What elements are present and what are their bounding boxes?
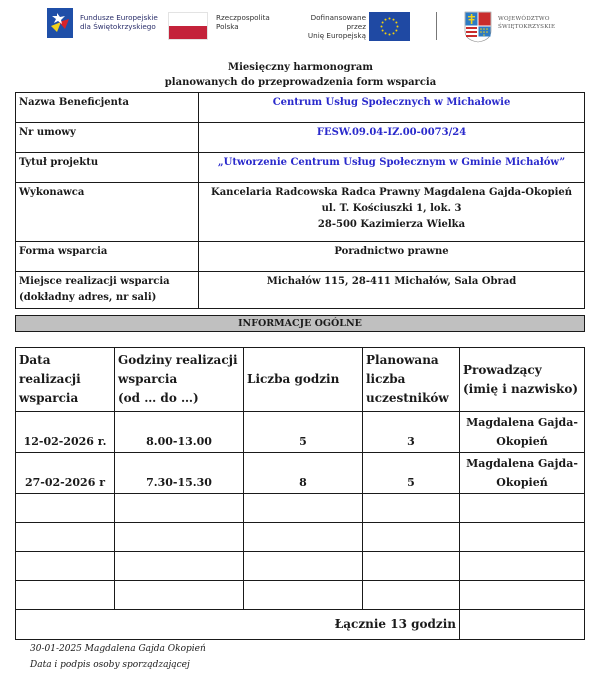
fe-line1: Fundusze Europejskie [80,13,158,22]
info-label [16,272,199,309]
empty-cell [460,494,585,523]
section-header-general-info: INFORMACJE OGÓLNE [15,315,585,332]
info-value: FESW.09.04-IZ.00-0073/24 [199,123,585,153]
header-text: Liczba godzin [247,372,340,386]
cell-hour-count: 5 [244,412,363,453]
region-line2: ŚWIĘTOKRZYSKIE [498,24,556,30]
info-label: Nazwa Beneficjenta [16,93,199,123]
schedule-header-row [16,348,585,412]
empty-cell [363,581,460,610]
info-label: Forma wsparcia [16,242,199,272]
info-value [199,183,585,242]
logo-bar [0,0,601,50]
empty-cell [16,552,115,581]
total-row [16,610,585,640]
fundusze-europejskie-logo-icon [47,8,73,38]
header-text: (imię i nazwisko) [463,381,578,396]
total-hours-label: Łącznie 13 godzin [16,610,460,640]
cell-date: 12-02-2026 r. [16,412,115,453]
empty-cell [363,494,460,523]
empty-cell [115,552,244,581]
signature-caption: Data i podpis osoby sporządzającej [30,660,190,670]
leader-line1: Magdalena Gajda- [466,457,578,470]
cell-hours: 7.30-15.30 [115,453,244,494]
project-info-table [15,92,585,309]
cell-hours: 8.00-13.00 [115,412,244,453]
region-line1: WOJEWÓDZTWO [498,16,550,22]
cell-participants: 5 [363,453,460,494]
document-title: Miesięczny harmonogram [228,62,373,73]
empty-cell [363,523,460,552]
empty-cell [460,552,585,581]
header-text: Prowadzący [463,362,542,377]
region-logo-text [498,15,555,31]
eu-line1: Dofinansowane przez [310,13,366,31]
leader-line2: Okopień [496,435,548,448]
header-text: wsparcia [118,372,178,386]
header-participants [363,348,460,412]
empty-cell [244,523,363,552]
eu-line2: Unię Europejską [307,31,366,40]
header-text: (od … do …) [118,391,199,405]
cell-participants: 3 [363,412,460,453]
header-hours [115,348,244,412]
pl-logo-text [216,13,270,31]
empty-row [16,494,585,523]
fe-line2: dla Świętokrzyskiego [80,22,156,31]
empty-cell [115,581,244,610]
contractor-street: ul. T. Kościuszki 1, lok. 3 [321,203,462,214]
empty-cell [244,494,363,523]
leader-line2: Okopień [496,476,548,489]
contractor-name: Kancelaria Radcowska Radca Prawny Magdalena Gajda-Okopień [211,187,572,198]
signature-text: 30-01-2025 Magdalena Gajda Okopień [30,644,206,654]
header-text: Godziny realizacji [118,353,238,367]
cell-leader [460,412,585,453]
empty-cell [16,494,115,523]
header-text: Data [19,353,51,367]
header-hour-count [244,348,363,412]
cell-leader [460,453,585,494]
header-text: Planowana [366,353,439,367]
fe-logo-text [80,13,158,31]
empty-cell [115,523,244,552]
empty-row [16,581,585,610]
eu-logo-text [290,13,366,40]
empty-cell [244,552,363,581]
header-leader [460,348,585,412]
header-text: realizacji [19,372,81,386]
eu-flag-icon [369,12,410,41]
empty-row [16,523,585,552]
empty-cell [16,523,115,552]
pl-line1: Rzeczpospolita [216,13,270,22]
info-label: Wykonawca [16,183,199,242]
header-text: uczestników [366,391,449,405]
logo-separator [436,12,437,40]
poland-flag-icon [168,12,208,40]
header-text: wsparcia [19,391,79,405]
leader-line1: Magdalena Gajda- [466,416,578,429]
info-row-beneficiary [16,93,585,123]
info-value: Michałów 115, 28-411 Michałów, Sala Obrad [199,272,585,309]
empty-cell [460,523,585,552]
info-row-location [16,272,585,309]
contractor-city: 28-500 Kazimierza Wielka [317,219,466,230]
header-text: liczba [366,372,406,386]
schedule-table [15,347,585,640]
info-value: Poradnictwo prawne [199,242,585,272]
cell-hour-count: 8 [244,453,363,494]
empty-cell [460,581,585,610]
info-row-support-form [16,242,585,272]
info-label: Tytuł projektu [16,153,199,183]
info-row-contractor [16,183,585,242]
info-value: „Utworzenie Centrum Usług Społecznym w Gminie Michałów” [199,153,585,183]
pl-line2: Polska [216,22,239,31]
header-date [16,348,115,412]
swietokrzyskie-crest-icon [464,11,492,43]
empty-cell [460,610,585,640]
table-row [16,412,585,453]
table-row [16,453,585,494]
location-label-line2: (dokładny adres, nr sali) [19,292,157,303]
info-row-contract-number [16,123,585,153]
location-label-line1: Miejsce realizacji wsparcia [19,276,170,287]
info-value: Centrum Usług Społecznych w Michałowie [199,93,585,123]
empty-cell [16,581,115,610]
document-subtitle: planowanych do przeprowadzenia form wsparcia [164,77,437,88]
info-label: Nr umowy [16,123,199,153]
empty-row [16,552,585,581]
empty-cell [115,494,244,523]
empty-cell [363,552,460,581]
info-row-project-title [16,153,585,183]
empty-cell [244,581,363,610]
cell-date: 27-02-2026 r [16,453,115,494]
